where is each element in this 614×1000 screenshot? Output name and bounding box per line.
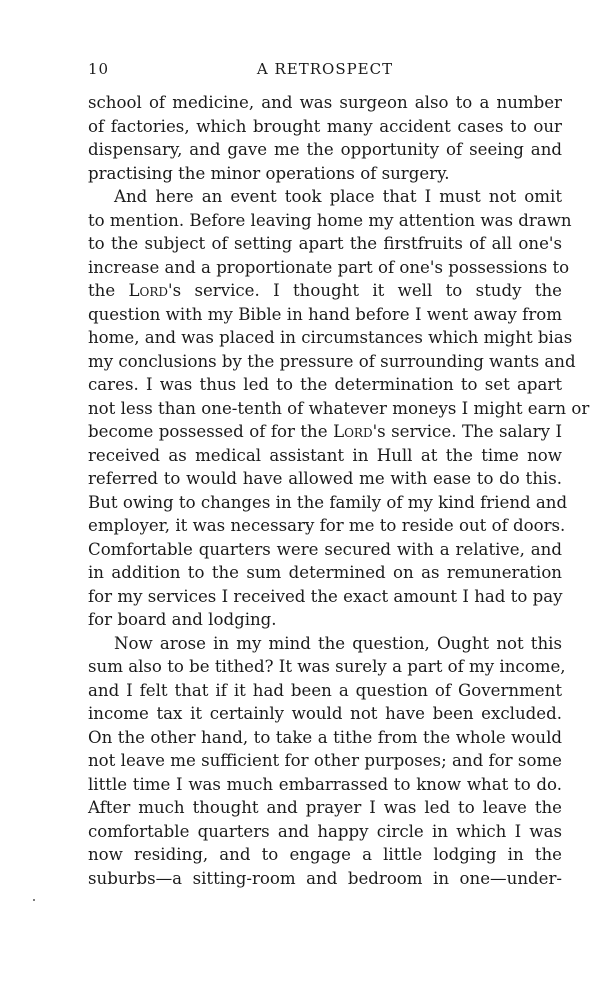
text-line: not less than one-tenth of whatever moneys I might earn or bbox=[88, 398, 590, 418]
text-line: And here an event took place that I must not omit bbox=[114, 187, 562, 206]
text-line: to mention. Before leaving home my attention was drawn bbox=[88, 210, 572, 230]
text-line: employer, it was necessary for me to reside out of doors. bbox=[88, 516, 566, 535]
text-line: of factories, which brought many accident cases to our bbox=[88, 116, 562, 136]
text-line: cares. I was thus led to the determination to set apart bbox=[88, 375, 562, 394]
text-line: But owing to changes in the family of my kind friend and bbox=[88, 492, 568, 512]
text-line: question with my Bible in hand before I went away from bbox=[88, 304, 562, 324]
text-line: the Lord's service. I thought it well to study the bbox=[88, 281, 562, 300]
text-line: become possessed of for the Lord's service. The salary I bbox=[88, 422, 563, 441]
text-line: little time I was much embarrassed to know what to do. bbox=[88, 774, 562, 794]
text-line: Now arose in my mind the question, Ought not this bbox=[114, 633, 562, 653]
text-line: sum also to be tithed? It was surely a part of my income, bbox=[88, 657, 566, 676]
running-head bbox=[88, 60, 562, 82]
text-line: increase and a proportionate part of one's possessions to bbox=[88, 257, 570, 277]
small-caps-word: Lord bbox=[128, 281, 169, 300]
text-line: in addition to the sum determined on as remuneration bbox=[88, 563, 562, 582]
text-line: referred to would have allowed me with ease to do this. bbox=[88, 469, 562, 488]
body-text bbox=[88, 91, 590, 890]
text-line: Comfortable quarters were secured with a relative, and bbox=[88, 539, 562, 559]
text-line: practising the minor operations of surgery. bbox=[88, 163, 450, 183]
text-line: for my services I received the exact amount I had to pay bbox=[88, 586, 563, 606]
text-line: After much thought and prayer I was led to leave the bbox=[88, 798, 562, 817]
text-line: income tax it certainly would not have been excluded. bbox=[88, 704, 562, 723]
text-line: now residing, and to engage a little lodging in the bbox=[88, 845, 562, 864]
text-line: school of medicine, and was surgeon also to a number bbox=[88, 93, 562, 112]
page-number: 10 bbox=[88, 60, 110, 78]
ink-speck bbox=[33, 899, 35, 901]
small-caps-word: Lord bbox=[333, 422, 373, 441]
running-title: A RETROSPECT bbox=[256, 60, 394, 78]
text-line: home, and was placed in circumstances which might bias bbox=[88, 328, 573, 347]
text-line: suburbs—a sitting-room and bedroom in one—under- bbox=[88, 868, 562, 888]
text-line: On the other hand, to take a tithe from the whole would bbox=[88, 727, 562, 747]
text-line: not leave me sufficient for other purposes; and for some bbox=[88, 751, 562, 770]
text-line: and I felt that if it had been a question of Government bbox=[88, 680, 562, 700]
text-line: my conclusions by the pressure of surrounding wants and bbox=[88, 351, 576, 371]
text-line: comfortable quarters and happy circle in which I was bbox=[88, 821, 562, 841]
text-line: for board and lodging. bbox=[88, 610, 277, 629]
text-line: dispensary, and gave me the opportunity of seeing and bbox=[88, 140, 562, 159]
text-line: to the subject of setting apart the firstfruits of all one's bbox=[88, 234, 562, 253]
text-line: received as medical assistant in Hull at the time now bbox=[88, 445, 562, 465]
